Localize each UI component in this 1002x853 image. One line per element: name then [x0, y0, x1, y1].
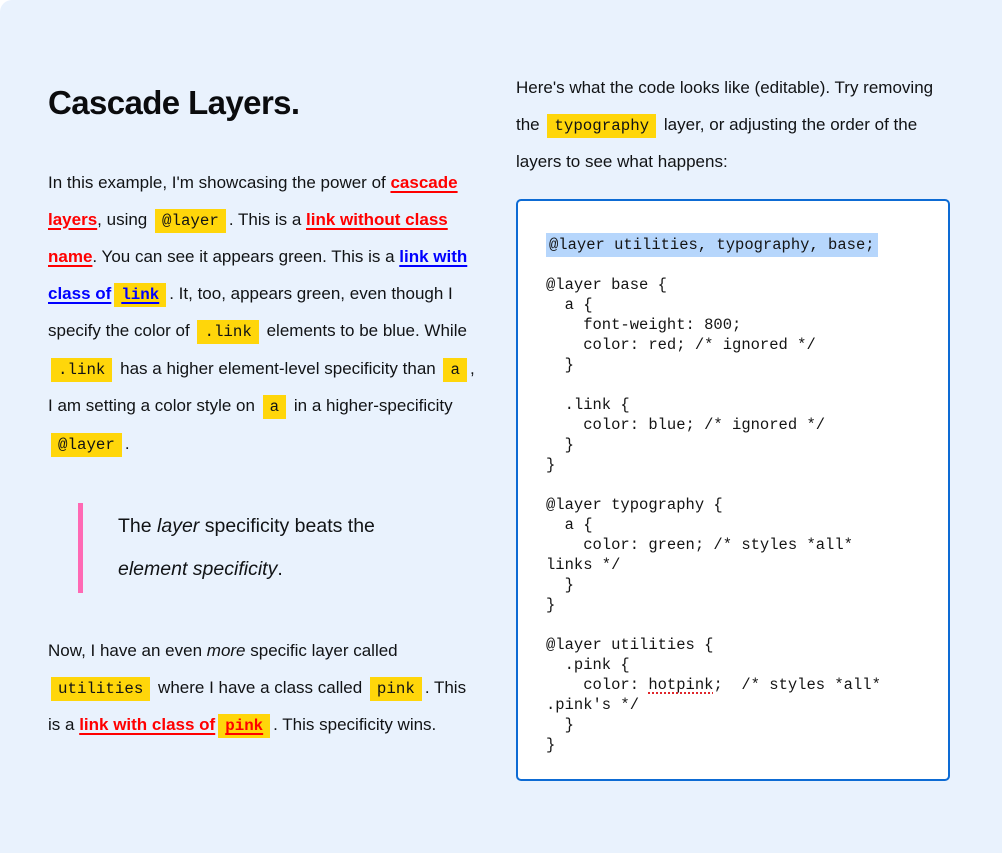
code-text: @layer typography {	[546, 495, 723, 514]
text-segment: elements to be blue. While	[261, 321, 467, 340]
text-segment: .	[124, 433, 130, 453]
code-text: color: green; /* styles *all*	[546, 535, 853, 554]
text-segment: has a higher element-level specificity than	[115, 358, 441, 378]
code-line	[546, 535, 924, 555]
inline-code: @layer	[155, 209, 226, 233]
code-text: }	[546, 435, 574, 454]
inline-code-link[interactable]: pink	[218, 714, 270, 738]
inline-code: typography	[547, 114, 656, 138]
italic-text-segment: element specificity	[118, 558, 278, 580]
code-line	[546, 235, 924, 255]
italic-text-segment: layer	[157, 515, 200, 537]
code-line	[546, 655, 924, 675]
text-segment: , using	[97, 209, 152, 229]
code-text: }	[546, 595, 556, 614]
utilities-paragraph	[48, 633, 480, 745]
link[interactable]: link without class name	[48, 209, 448, 266]
code-line	[546, 555, 924, 575]
page-title: Cascade Layers.	[48, 84, 300, 121]
code-line	[546, 435, 924, 455]
code-text: }	[546, 455, 556, 474]
text-segment: , I am setting a color style on	[48, 358, 475, 415]
code-line	[546, 575, 924, 595]
code-line	[546, 315, 924, 335]
code-text: @layer utilities {	[546, 635, 714, 654]
inline-code: a	[263, 395, 286, 419]
text-segment: in a higher-specificity	[289, 396, 453, 415]
code-line	[546, 675, 924, 695]
code-line	[546, 595, 924, 615]
code-line	[546, 295, 924, 315]
code-text: }	[546, 575, 574, 594]
code-line	[546, 375, 924, 395]
text-segment: Here's what the code looks like (editable). Try removing the	[516, 78, 934, 134]
explanation-column	[48, 70, 480, 745]
code-text: font-weight: 800;	[546, 315, 742, 334]
inline-code: a	[443, 358, 466, 382]
text-segment: . This is a	[228, 209, 307, 229]
code-text: .link {	[546, 395, 630, 414]
quote-block	[78, 503, 480, 593]
inline-code-link[interactable]: link	[114, 283, 166, 307]
code-line	[546, 695, 924, 715]
italic-text-segment: more	[206, 641, 246, 660]
code-intro-paragraph	[516, 70, 950, 181]
intro-paragraph	[48, 165, 480, 463]
code-text: a {	[546, 515, 593, 534]
code-text: @layer base {	[546, 275, 667, 294]
code-text: links */	[546, 555, 621, 574]
code-line	[546, 255, 924, 275]
text-segment: . This is a	[48, 677, 467, 734]
link[interactable]: link with class of	[79, 715, 216, 734]
text-segment: Now, I have an even	[48, 641, 207, 660]
code-text: .pink's */	[546, 695, 640, 714]
text-segment: . You can see it appears green. This is a	[92, 247, 400, 266]
code-line	[546, 395, 924, 415]
code-text: }	[546, 355, 574, 374]
code-column	[516, 70, 950, 781]
code-text: color:	[546, 675, 649, 694]
code-line	[546, 275, 924, 295]
text-segment: In this example, I'm showcasing the power of	[48, 173, 391, 192]
code-editor[interactable]	[516, 199, 950, 781]
code-line	[546, 635, 924, 655]
code-line	[546, 515, 924, 535]
text-segment: where I have a class called	[153, 677, 367, 697]
text-segment: The	[118, 515, 158, 537]
code-line	[546, 495, 924, 515]
code-text: color: blue; /* ignored */	[546, 415, 826, 434]
code-line	[546, 715, 924, 735]
code-line	[546, 355, 924, 375]
text-segment: .	[277, 558, 283, 580]
code-text: a {	[546, 295, 593, 314]
code-text: color: red; /* ignored */	[546, 335, 816, 354]
text-segment: . This specificity wins.	[273, 715, 437, 734]
link[interactable]: cascade layers	[48, 173, 458, 229]
code-text: .pink {	[546, 655, 630, 674]
code-text: ; /* styles *all*	[713, 675, 881, 694]
code-lines	[546, 235, 924, 755]
text-segment: layer, or adjusting the order of the layers to see what happens:	[516, 114, 918, 171]
code-text: }	[546, 715, 574, 734]
code-line	[546, 335, 924, 355]
misspelled-word: hotpink	[648, 675, 714, 694]
text-segment: specificity beats the	[199, 515, 375, 537]
inline-code: @layer	[51, 433, 122, 457]
inline-code: utilities	[51, 677, 150, 701]
inline-code: .link	[51, 358, 112, 382]
code-line	[546, 475, 924, 495]
inline-code: .link	[197, 320, 258, 344]
code-line	[546, 415, 924, 435]
code-line	[546, 735, 924, 755]
two-column-layout	[48, 70, 954, 781]
text-segment: specific layer called	[245, 641, 398, 660]
link[interactable]: link with class of	[48, 247, 468, 303]
inline-code: pink	[370, 677, 422, 701]
code-text: }	[546, 735, 556, 754]
selected-code-text: @layer utilities, typography, base;	[546, 233, 878, 257]
text-segment: . It, too, appears green, even though I specify the color of	[48, 283, 453, 340]
code-line	[546, 615, 924, 635]
quote-text	[118, 505, 448, 591]
code-line	[546, 455, 924, 475]
